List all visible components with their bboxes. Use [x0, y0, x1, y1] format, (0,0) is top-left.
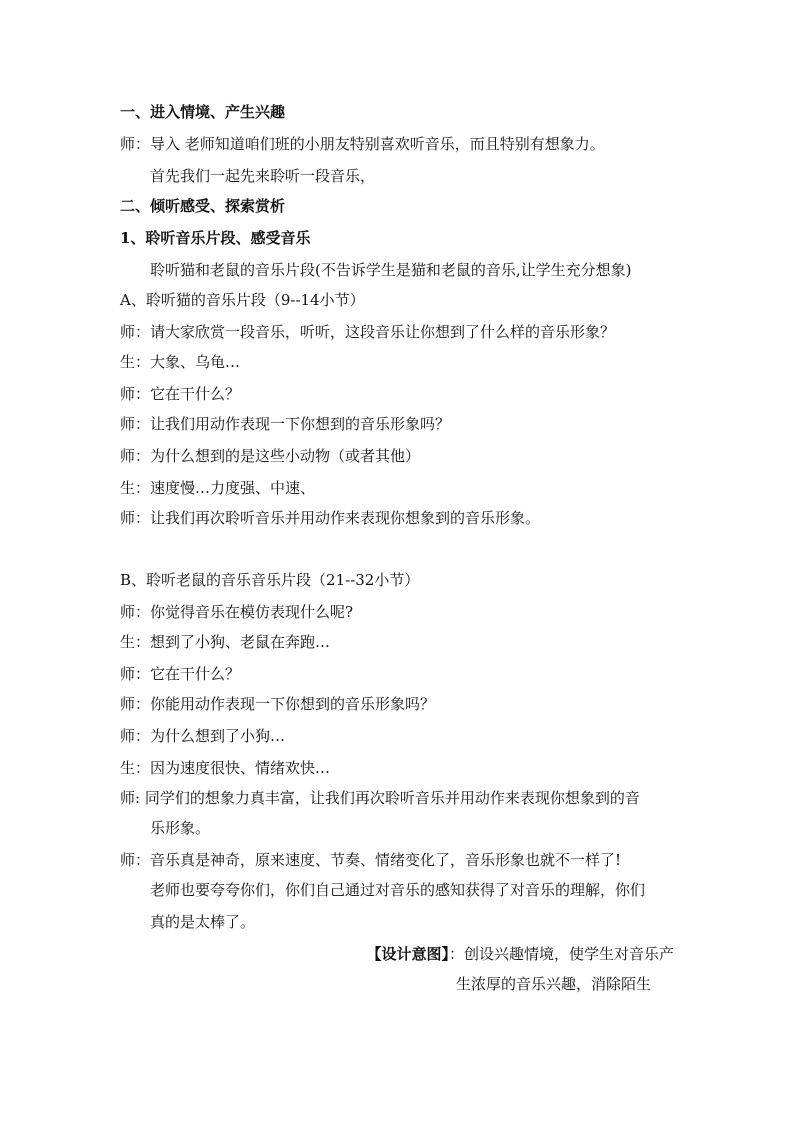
- text-line: 师：让我们用动作表现一下你想到的音乐形象吗？: [120, 415, 451, 433]
- section-heading-2: 二、倾听感受、探索赏析: [120, 197, 286, 215]
- text-line: 师：它在干什么？: [120, 665, 241, 683]
- text-line: 师：它在干什么？: [120, 385, 241, 403]
- text-line: 首先我们一起先来聆听一段音乐，: [150, 167, 376, 185]
- text-line: 师：让我们再次聆听音乐并用动作来表现你想象到的音乐形象。: [120, 509, 541, 527]
- text-line: 乐形象。: [150, 819, 211, 837]
- section-heading-1: 一、进入情境、产生兴趣: [120, 103, 286, 121]
- text-line: 生：因为速度很快、情绪欢快…: [120, 759, 331, 777]
- text-line: 师：请大家欣赏一段音乐，听听，这段音乐让你想到了什么样的音乐形象？: [120, 323, 616, 341]
- design-intent-label: 【设计意图】: [366, 945, 449, 963]
- design-intent: [366, 944, 674, 964]
- text-line: 师：音乐真是神奇，原来速度、节奏、情绪变化了，音乐形象也就不一样了!: [120, 851, 622, 869]
- text-line: A、聆听猫的音乐片段（9--14小节）: [120, 291, 365, 309]
- text-line: 师：为什么想到了小狗…: [120, 727, 286, 745]
- text-line: 师: 同学们的想象力真丰富，让我们再次聆听音乐并用动作来表现你想象到的音: [120, 789, 640, 807]
- text-line: 生：大象、乌龟…: [120, 353, 241, 371]
- subsection-heading: 1、聆听音乐片段、感受音乐: [120, 229, 311, 247]
- text-line: 师：你觉得音乐在模仿表现什么呢?: [120, 603, 354, 621]
- text-line: 真的是太棒了。: [150, 913, 256, 931]
- text-line: 生：速度慢…力度强、中速、: [120, 479, 316, 497]
- text-line: 聆听猫和老鼠的音乐片段(不告诉学生是猫和老鼠的音乐,让学生充分想象): [150, 261, 632, 279]
- text-line: 师：你能用动作表现一下你想到的音乐形象吗？: [120, 695, 436, 713]
- text-line: B、聆听老鼠的音乐音乐片段（21--32小节）: [120, 571, 420, 589]
- text-line: 师：导入 老师知道咱们班的小朋友特别喜欢听音乐，而且特别有想象力。: [120, 135, 605, 153]
- design-intent-text: ：创设兴趣情境，使学生对音乐产: [448, 945, 674, 963]
- text-line: 师：为什么想到的是这些小动物（或者其他）: [120, 447, 421, 465]
- text-line: 生：想到了小狗、老鼠在奔跑…: [120, 633, 331, 651]
- text-line: 老师也要夸夸你们，你们自己通过对音乐的感知获得了对音乐的理解，你们: [150, 881, 646, 899]
- text-line: 生浓厚的音乐兴趣，消除陌生: [456, 975, 652, 993]
